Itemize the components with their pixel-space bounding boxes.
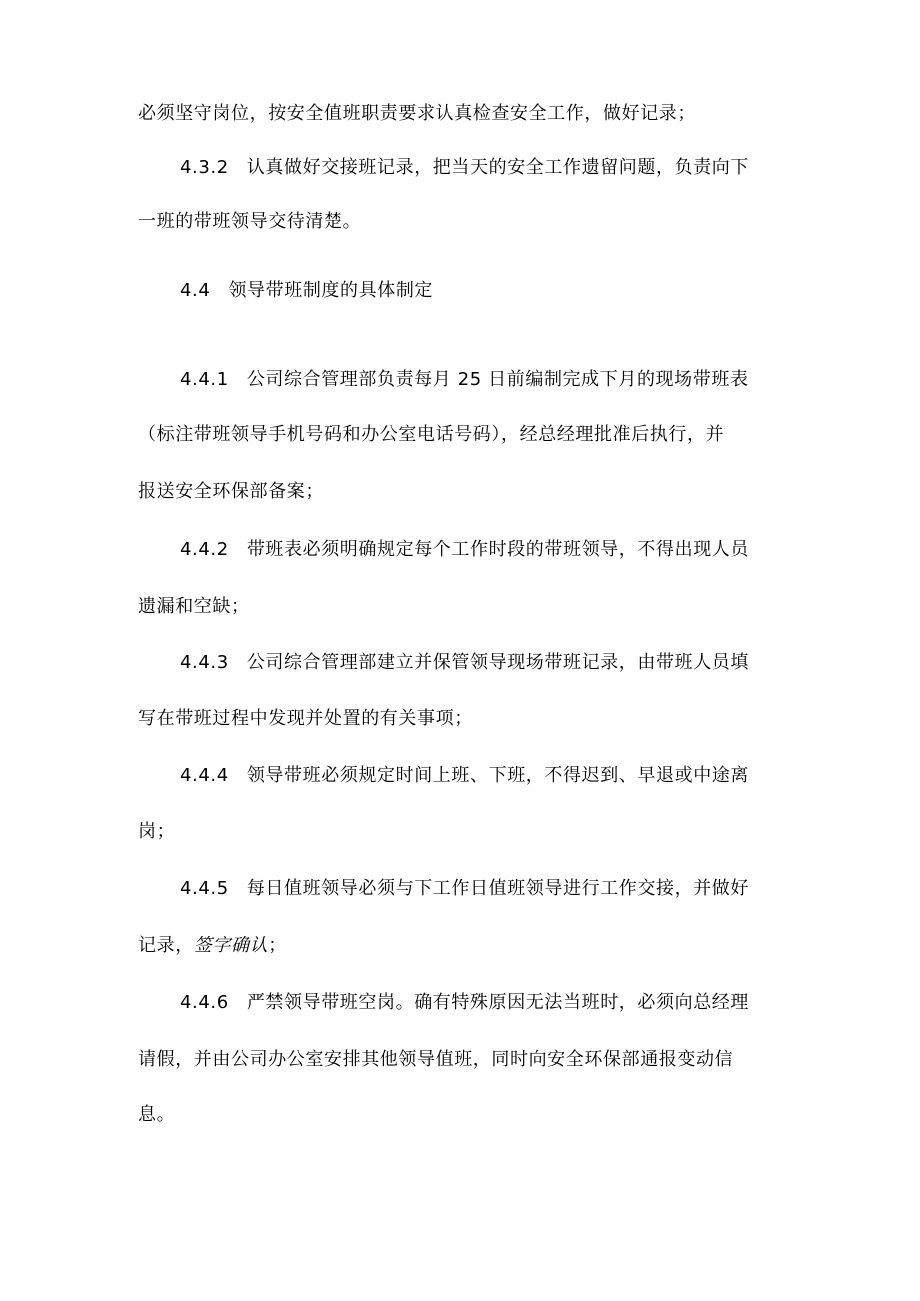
line-text: 公司综合管理部建立并保管领导现场带班记录，由带班人员填: [246, 652, 750, 673]
clause-4-4-6-line-1: [180, 991, 749, 1015]
clause-4-4-6-line-2: [138, 1048, 733, 1072]
line-text: 严禁领导带班空岗。确有特殊原因无法当班时，必须向总经理: [246, 992, 750, 1013]
clause-4-4-4-line-2: [138, 820, 175, 844]
clause-4-4-2-line-1: [180, 538, 749, 562]
section-4-4-heading: [180, 279, 433, 303]
line-text: 领导带班必须规定时间上班、下班，不得迟到、早退或中途离: [246, 765, 750, 786]
line-text: 息。: [138, 1104, 176, 1125]
clause-4-4-4-line-1: [180, 764, 749, 788]
line-text: 写在带班过程中发现并处置的有关事项；: [138, 708, 473, 729]
line-text: 一班的带班领导交待清楚。: [138, 211, 362, 232]
clause-4-4-2-line-2: [138, 595, 250, 619]
line-text: 遗漏和空缺；: [138, 596, 250, 617]
clause-4-4-3-line-1: [180, 651, 749, 675]
line-text: 岗；: [138, 821, 176, 842]
line-text: （标注带班领导手机号码和办公室电话号码），经总经理批准后执行，并: [138, 424, 725, 445]
clause-number: 4.4.5: [180, 878, 229, 899]
clause-4-4-1-line-3: [138, 480, 324, 504]
clause-4-4-1-line-1: [180, 368, 749, 392]
clause-4-4-3-line-2: [138, 707, 473, 731]
clause-number: 4.4.3: [180, 652, 229, 673]
line-text: ；: [268, 935, 287, 956]
paragraph-line: [138, 102, 696, 126]
line-text: 记录，: [138, 935, 194, 956]
clause-4-4-5-line-1: [180, 877, 749, 901]
line-text: 认真做好交接班记录，把当天的安全工作遗留问题，负责向下: [246, 157, 750, 178]
clause-number: 4.4.6: [180, 992, 229, 1013]
clause-4-3-2-line-2: [138, 210, 361, 234]
line-text: 每日值班领导必须与下工作日值班领导进行工作交接，并做好: [246, 878, 750, 899]
line-text: 带班表必须明确规定每个工作时段的带班领导，不得出现人员: [246, 539, 750, 560]
line-text: 必须坚守岗位，按安全值班职责要求认真检查安全工作，做好记录；: [138, 103, 696, 124]
clause-4-4-5-line-2: [138, 934, 287, 958]
clause-4-3-2-line-1: [180, 156, 749, 180]
clause-4-4-1-line-2: [138, 423, 724, 447]
clause-number: 4.4.4: [180, 765, 229, 786]
section-title: 领导带班制度的具体制定: [228, 280, 434, 301]
signature-confirm-text: 签字确认: [193, 935, 269, 956]
clause-number: 4.4.2: [180, 539, 229, 560]
line-text: 请假，并由公司办公室安排其他领导值班，同时向安全环保部通报变动信: [138, 1049, 734, 1070]
line-text: 公司综合管理部负责每月 25 日前编制完成下月的现场带班表: [246, 369, 749, 390]
clause-number: 4.3.2: [180, 157, 229, 178]
clause-number: 4.4.1: [180, 369, 229, 390]
section-number: 4.4: [180, 280, 211, 301]
clause-4-4-6-line-3: [138, 1103, 175, 1127]
line-text: 报送安全环保部备案；: [138, 481, 324, 502]
